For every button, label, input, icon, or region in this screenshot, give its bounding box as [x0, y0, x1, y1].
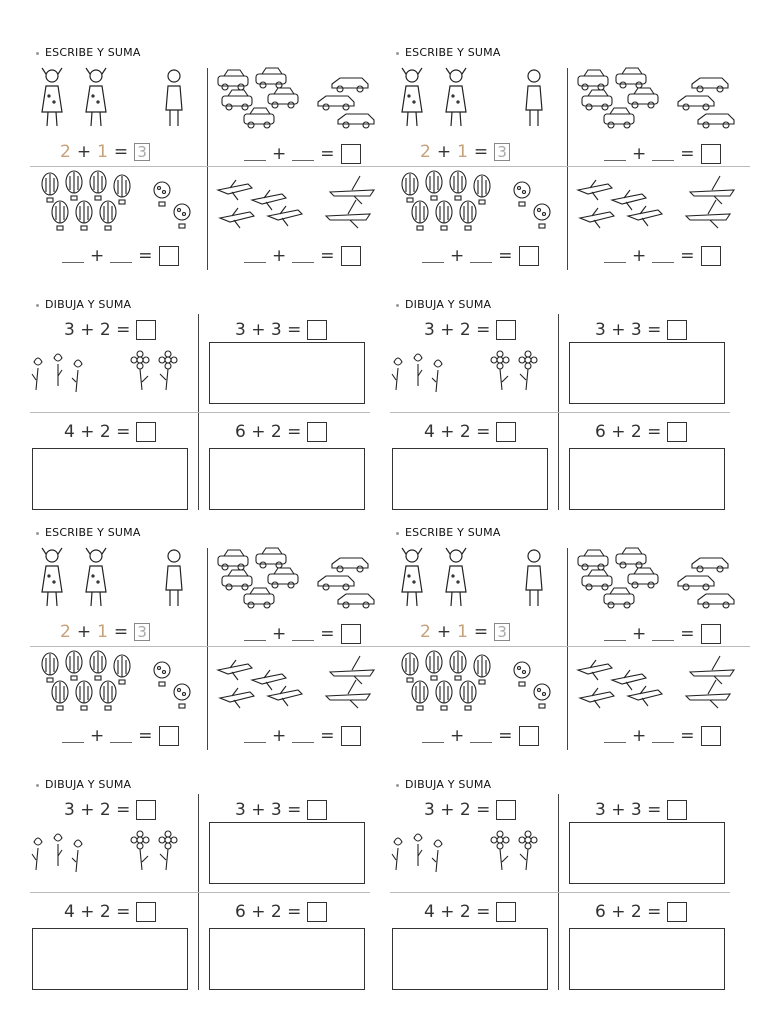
- answer-box[interactable]: [341, 246, 361, 266]
- car-icon: [616, 548, 646, 568]
- divider: [30, 412, 370, 413]
- car-icon: [678, 96, 714, 110]
- answer-box[interactable]: [519, 726, 539, 746]
- equation: 4 + 2 =: [64, 422, 156, 442]
- airplane-icon: [686, 680, 730, 708]
- answer-box[interactable]: [307, 422, 327, 442]
- drawing-area[interactable]: [32, 448, 188, 510]
- balloons-cell: [382, 170, 567, 270]
- answer-box[interactable]: [136, 320, 156, 340]
- daisy-icon: [131, 351, 149, 390]
- car-icon: [318, 96, 354, 110]
- balloon-icon: [514, 182, 530, 206]
- car-icon: [318, 576, 354, 590]
- balloon-icon: [66, 651, 82, 680]
- balloons-equation: + =: [62, 726, 179, 746]
- example-equation: 2 + 1 = 3: [60, 142, 150, 162]
- car-icon: [218, 550, 248, 570]
- equation: 6 + 2 =: [235, 422, 327, 442]
- drawing-area[interactable]: [392, 448, 548, 510]
- daisy-icon: [519, 351, 537, 390]
- cars-illustration: [568, 544, 752, 614]
- airplanes-cell: [208, 170, 392, 270]
- example-equation: 2 + 1 = 3: [420, 142, 510, 162]
- example-equation: 2 + 1 = 3: [420, 622, 510, 642]
- answer-blank[interactable]: [292, 148, 314, 161]
- people-illustration: [382, 64, 567, 134]
- airplanes-equation: + =: [244, 246, 361, 266]
- divider: [30, 166, 390, 167]
- car-icon: [628, 568, 658, 588]
- answer-box[interactable]: [701, 144, 721, 164]
- car-icon: [604, 588, 634, 608]
- divider: [30, 646, 390, 647]
- balloon-icon: [154, 182, 170, 206]
- balloons-illustration: [22, 650, 207, 720]
- answer-box[interactable]: [496, 320, 516, 340]
- people-cell: [382, 544, 567, 644]
- cars-cell: [208, 64, 392, 164]
- answer-box[interactable]: [136, 422, 156, 442]
- answer-box[interactable]: [496, 902, 516, 922]
- airplane-icon: [268, 686, 302, 706]
- answer-blank[interactable]: [422, 730, 444, 743]
- balloon-icon: [436, 201, 452, 230]
- answer-box[interactable]: [341, 624, 361, 644]
- drawing-area[interactable]: [392, 928, 548, 990]
- cars-cell: [568, 64, 752, 164]
- balloon-icon: [42, 653, 58, 682]
- bullet-icon: [396, 304, 399, 307]
- airplanes-equation: + =: [604, 246, 721, 266]
- equation: 3 + 3 =: [595, 800, 687, 820]
- balloons-cell: [382, 650, 567, 750]
- tulip-icon: [54, 834, 62, 866]
- cars-cell: [568, 544, 752, 644]
- car-icon: [698, 594, 734, 608]
- answer-box[interactable]: [307, 800, 327, 820]
- answer-box[interactable]: [159, 246, 179, 266]
- balloon-icon: [114, 175, 130, 204]
- car-icon: [218, 70, 248, 90]
- equation: 3 + 2 =: [64, 800, 156, 820]
- tulip-icon: [392, 358, 402, 390]
- boy-icon: [166, 70, 182, 126]
- drawing-area[interactable]: [209, 822, 365, 884]
- balloon-icon: [474, 655, 490, 684]
- balloon-icon: [100, 681, 116, 710]
- balloon-icon: [402, 173, 418, 202]
- daisy-icon: [159, 831, 177, 870]
- tulip-icon: [32, 838, 42, 870]
- balloon-icon: [100, 201, 116, 230]
- answer-box[interactable]: [667, 902, 687, 922]
- cars-illustration: [568, 64, 752, 134]
- balloons-illustration: [382, 170, 567, 240]
- flowers-illustration: [382, 830, 558, 890]
- balloon-icon: [114, 655, 130, 684]
- equation: 4 + 2 =: [424, 422, 516, 442]
- answer-box[interactable]: [307, 320, 327, 340]
- airplane-icon: [330, 176, 374, 204]
- tulip-icon: [392, 838, 402, 870]
- equation: 6 + 2 =: [595, 422, 687, 442]
- car-icon: [222, 570, 252, 590]
- car-icon: [698, 114, 734, 128]
- boy-icon: [526, 550, 542, 606]
- airplane-icon: [252, 190, 286, 210]
- car-icon: [268, 88, 298, 108]
- balloon-icon: [402, 653, 418, 682]
- airplane-icon: [218, 660, 252, 680]
- balloon-icon: [534, 204, 550, 228]
- airplanes-illustration: [208, 170, 392, 240]
- answer-blank[interactable]: [652, 148, 674, 161]
- tulip-icon: [54, 354, 62, 386]
- cars-equation: + =: [604, 624, 721, 644]
- equation: 4 + 2 =: [424, 902, 516, 922]
- draw-cell: [199, 794, 379, 892]
- answer-box[interactable]: [701, 246, 721, 266]
- daisy-icon: [491, 831, 509, 870]
- divider: [30, 892, 370, 893]
- bullet-icon: [36, 784, 39, 787]
- answer-blank[interactable]: [292, 250, 314, 263]
- draw-cell: [559, 894, 739, 992]
- car-icon: [332, 78, 368, 92]
- balloon-icon: [436, 681, 452, 710]
- answer-blank[interactable]: [244, 628, 266, 641]
- car-icon: [256, 548, 286, 568]
- draw-cell: [382, 894, 558, 992]
- section-title: DIBUJA Y SUMA: [36, 778, 131, 791]
- car-icon: [244, 108, 274, 128]
- airplane-icon: [326, 200, 370, 228]
- answer-box[interactable]: [496, 800, 516, 820]
- draw-cell: [559, 794, 739, 892]
- answer-blank[interactable]: [604, 730, 626, 743]
- section-title: ESCRIBE Y SUMA: [396, 46, 501, 59]
- people-illustration: [22, 64, 207, 134]
- balloon-icon: [412, 201, 428, 230]
- balloon-icon: [412, 681, 428, 710]
- answer-blank[interactable]: [62, 250, 84, 263]
- equation: 3 + 3 =: [235, 800, 327, 820]
- equation: 6 + 2 =: [235, 902, 327, 922]
- cars-cell: [208, 544, 392, 644]
- equation: 3 + 2 =: [424, 320, 516, 340]
- car-icon: [692, 78, 728, 92]
- airplane-icon: [326, 680, 370, 708]
- balloons-equation: + =: [422, 726, 539, 746]
- balloon-icon: [474, 175, 490, 204]
- balloon-icon: [174, 684, 190, 708]
- divider: [390, 646, 750, 647]
- balloon-icon: [52, 201, 68, 230]
- airplane-icon: [220, 688, 254, 708]
- bullet-icon: [36, 52, 39, 55]
- example-equation: 2 + 1 = 3: [60, 622, 150, 642]
- answer-box[interactable]: [667, 422, 687, 442]
- airplane-icon: [220, 208, 254, 228]
- draw-cell: [382, 414, 558, 512]
- flowers-illustration: [382, 350, 558, 410]
- drawing-area[interactable]: [569, 448, 725, 510]
- answer-blank[interactable]: [470, 730, 492, 743]
- airplanes-cell: [568, 170, 752, 270]
- girl-icon: [402, 68, 422, 126]
- car-icon: [678, 576, 714, 590]
- draw-cell: [22, 414, 198, 512]
- people-cell: [22, 544, 207, 644]
- draw-cell: [559, 414, 739, 512]
- equation: 3 + 3 =: [235, 320, 327, 340]
- balloon-icon: [460, 681, 476, 710]
- airplane-icon: [578, 180, 612, 200]
- girl-icon: [42, 68, 62, 126]
- airplane-icon: [580, 208, 614, 228]
- balloon-icon: [174, 204, 190, 228]
- bullet-icon: [36, 304, 39, 307]
- car-icon: [332, 558, 368, 572]
- answer-box[interactable]: [341, 726, 361, 746]
- girl-icon: [86, 68, 106, 126]
- section-title: DIBUJA Y SUMA: [36, 298, 131, 311]
- equation: 4 + 2 =: [64, 902, 156, 922]
- divider: [390, 166, 750, 167]
- airplane-icon: [628, 206, 662, 226]
- answer-blank[interactable]: [422, 250, 444, 263]
- flowers-cell: [22, 314, 198, 412]
- draw-cell: [199, 414, 379, 512]
- drawing-area[interactable]: [209, 448, 365, 510]
- balloon-icon: [460, 201, 476, 230]
- balloon-icon: [90, 171, 106, 200]
- car-icon: [604, 108, 634, 128]
- balloon-icon: [90, 651, 106, 680]
- car-icon: [582, 90, 612, 110]
- drawing-area[interactable]: [569, 342, 725, 404]
- airplanes-illustration: [568, 650, 752, 720]
- airplanes-illustration: [568, 170, 752, 240]
- balloon-icon: [450, 171, 466, 200]
- airplane-icon: [612, 190, 646, 210]
- answer-box[interactable]: [341, 144, 361, 164]
- answer-box[interactable]: [667, 320, 687, 340]
- tulip-icon: [414, 834, 422, 866]
- section-title: ESCRIBE Y SUMA: [36, 526, 141, 539]
- cars-equation: + =: [604, 144, 721, 164]
- answer-blank[interactable]: [652, 250, 674, 263]
- airplane-icon: [580, 688, 614, 708]
- airplane-icon: [690, 656, 734, 684]
- girl-icon: [446, 68, 466, 126]
- answer-blank[interactable]: [652, 730, 674, 743]
- airplane-icon: [218, 180, 252, 200]
- divider: [390, 892, 730, 893]
- answer-box[interactable]: [519, 246, 539, 266]
- airplane-icon: [612, 670, 646, 690]
- equation: 6 + 2 =: [595, 902, 687, 922]
- people-illustration: [382, 544, 567, 614]
- flowers-illustration: [22, 830, 198, 890]
- car-icon: [256, 68, 286, 88]
- car-icon: [338, 114, 374, 128]
- answer-blank[interactable]: [62, 730, 84, 743]
- answer-blank[interactable]: [292, 628, 314, 641]
- section-title: DIBUJA Y SUMA: [396, 298, 491, 311]
- answer-blank[interactable]: [604, 148, 626, 161]
- equation: 3 + 2 =: [64, 320, 156, 340]
- cars-illustration: [208, 64, 392, 134]
- balloon-icon: [154, 662, 170, 686]
- airplane-icon: [690, 176, 734, 204]
- answer-box[interactable]: [159, 726, 179, 746]
- bullet-icon: [396, 784, 399, 787]
- flowers-illustration: [22, 350, 198, 410]
- balloons-cell: [22, 650, 207, 750]
- airplane-icon: [686, 200, 730, 228]
- car-icon: [268, 568, 298, 588]
- section-title: ESCRIBE Y SUMA: [396, 526, 501, 539]
- airplanes-cell: [568, 650, 752, 750]
- answer-box[interactable]: [701, 624, 721, 644]
- tulip-icon: [432, 360, 442, 392]
- answer-box[interactable]: [136, 902, 156, 922]
- cars-equation: + =: [244, 624, 361, 644]
- daisy-icon: [519, 831, 537, 870]
- drawing-area[interactable]: [569, 822, 725, 884]
- airplanes-illustration: [208, 650, 392, 720]
- answer-blank[interactable]: [110, 730, 132, 743]
- answer-blank[interactable]: [292, 730, 314, 743]
- girl-icon: [42, 548, 62, 606]
- balloons-equation: + =: [422, 246, 539, 266]
- daisy-icon: [131, 831, 149, 870]
- answer-box[interactable]: [496, 422, 516, 442]
- tulip-icon: [72, 360, 82, 392]
- answer-blank[interactable]: [652, 628, 674, 641]
- people-cell: [382, 64, 567, 164]
- car-icon: [244, 588, 274, 608]
- tulip-icon: [72, 840, 82, 872]
- airplanes-equation: + =: [604, 726, 721, 746]
- balloon-icon: [514, 662, 530, 686]
- answer-blank[interactable]: [244, 250, 266, 263]
- car-icon: [222, 90, 252, 110]
- draw-cell: [22, 894, 198, 992]
- people-cell: [22, 64, 207, 164]
- balloon-icon: [52, 681, 68, 710]
- drawing-area[interactable]: [209, 928, 365, 990]
- daisy-icon: [159, 351, 177, 390]
- balloon-icon: [76, 201, 92, 230]
- balloon-icon: [450, 651, 466, 680]
- answer-blank[interactable]: [604, 250, 626, 263]
- boy-icon: [526, 70, 542, 126]
- answer-blank[interactable]: [604, 628, 626, 641]
- draw-cell: [199, 314, 379, 412]
- drawing-area[interactable]: [569, 928, 725, 990]
- answer-blank[interactable]: [470, 250, 492, 263]
- airplanes-equation: + =: [244, 726, 361, 746]
- car-icon: [616, 68, 646, 88]
- car-icon: [338, 594, 374, 608]
- car-icon: [692, 558, 728, 572]
- flowers-cell: [22, 794, 198, 892]
- tulip-icon: [32, 358, 42, 390]
- flowers-cell: [382, 794, 558, 892]
- tulip-icon: [432, 840, 442, 872]
- draw-cell: [559, 314, 739, 412]
- balloon-icon: [76, 681, 92, 710]
- tulip-icon: [414, 354, 422, 386]
- balloons-illustration: [382, 650, 567, 720]
- car-icon: [582, 570, 612, 590]
- answer-box[interactable]: [136, 800, 156, 820]
- equation: 3 + 3 =: [595, 320, 687, 340]
- airplane-icon: [578, 660, 612, 680]
- airplane-icon: [330, 656, 374, 684]
- girl-icon: [402, 548, 422, 606]
- drawing-area[interactable]: [209, 342, 365, 404]
- balloons-equation: + =: [62, 246, 179, 266]
- airplane-icon: [252, 670, 286, 690]
- balloon-icon: [66, 171, 82, 200]
- girl-icon: [86, 548, 106, 606]
- draw-cell: [199, 894, 379, 992]
- flowers-cell: [382, 314, 558, 412]
- daisy-icon: [491, 351, 509, 390]
- bullet-icon: [36, 532, 39, 535]
- boy-icon: [166, 550, 182, 606]
- answer-blank[interactable]: [244, 148, 266, 161]
- girl-icon: [446, 548, 466, 606]
- bullet-icon: [396, 532, 399, 535]
- people-illustration: [22, 544, 207, 614]
- cars-equation: + =: [244, 144, 361, 164]
- drawing-area[interactable]: [32, 928, 188, 990]
- cars-illustration: [208, 544, 392, 614]
- section-title: ESCRIBE Y SUMA: [36, 46, 141, 59]
- answer-box[interactable]: [667, 800, 687, 820]
- equation: 3 + 2 =: [424, 800, 516, 820]
- balloons-illustration: [22, 170, 207, 240]
- answer-box[interactable]: [307, 902, 327, 922]
- divider: [390, 412, 730, 413]
- balloon-icon: [42, 173, 58, 202]
- car-icon: [628, 88, 658, 108]
- balloons-cell: [22, 170, 207, 270]
- balloon-icon: [426, 651, 442, 680]
- bullet-icon: [396, 52, 399, 55]
- section-title: DIBUJA Y SUMA: [396, 778, 491, 791]
- answer-blank[interactable]: [110, 250, 132, 263]
- airplane-icon: [628, 686, 662, 706]
- airplane-icon: [268, 206, 302, 226]
- balloon-icon: [534, 684, 550, 708]
- airplanes-cell: [208, 650, 392, 750]
- balloon-icon: [426, 171, 442, 200]
- car-icon: [578, 550, 608, 570]
- answer-blank[interactable]: [244, 730, 266, 743]
- answer-box[interactable]: [701, 726, 721, 746]
- car-icon: [578, 70, 608, 90]
